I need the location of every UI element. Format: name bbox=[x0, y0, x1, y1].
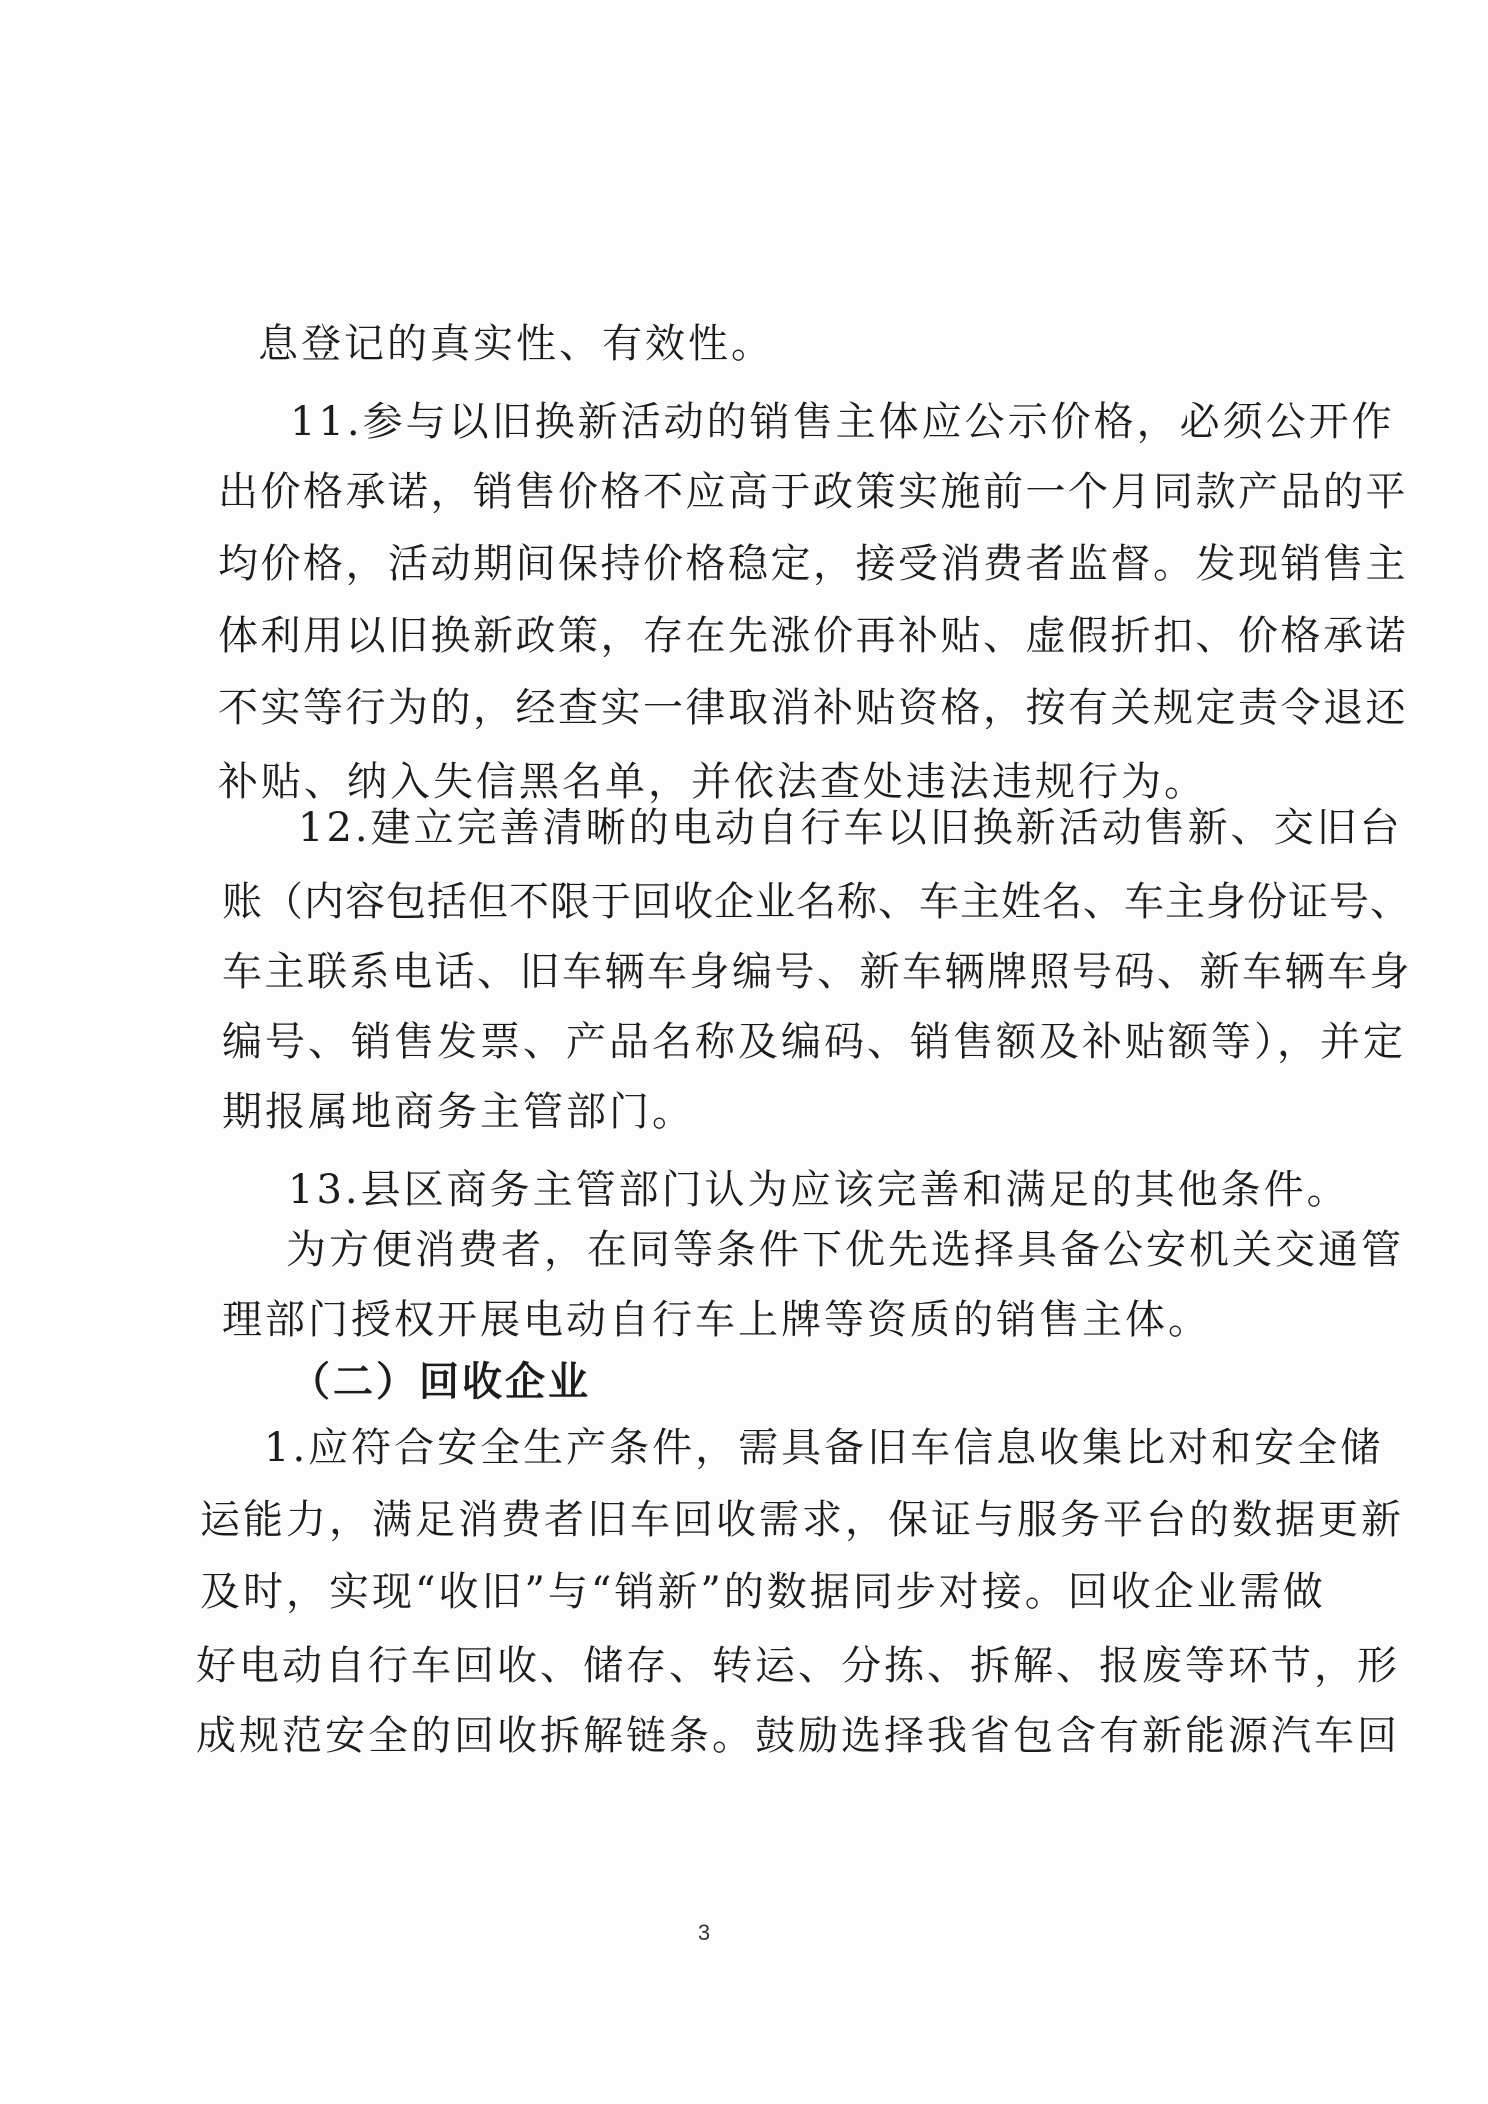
text-line: 体利用以旧换新政策，存在先涨价再补贴、虚假折扣、价格承诺 bbox=[218, 613, 1408, 659]
text-line: 运能力，满足消费者旧车回收需求，保证与服务平台的数据更新 bbox=[200, 1497, 1404, 1543]
text-line: 及时，实现“收旧”与“销新”的数据同步对接。回收企业需做 bbox=[200, 1569, 1326, 1615]
text-line: 好电动自行车回收、储存、转运、分拣、拆解、报废等环节，形 bbox=[196, 1643, 1400, 1689]
text-line: 13.县区商务主管部门认为应该完善和满足的其他条件。 bbox=[288, 1167, 1350, 1213]
text-line: 补贴、纳入失信黑名单，并依法查处违法违规行为。 bbox=[218, 759, 1207, 805]
text-line: 为方便消费者，在同等条件下优先选择具备公安机关交通管 bbox=[286, 1227, 1404, 1273]
section-heading: （二）回收企业 bbox=[290, 1358, 591, 1405]
text-line: 期报属地商务主管部门。 bbox=[222, 1089, 695, 1135]
text-line: 成规范安全的回收拆解链条。鼓励选择我省包含有新能源汽车回 bbox=[196, 1713, 1400, 1759]
text-line: 不实等行为的，经查实一律取消补贴资格，按有关规定责令退还 bbox=[218, 685, 1408, 731]
text-line: 均价格，活动期间保持价格稳定，接受消费者监督。发现销售主 bbox=[218, 541, 1408, 587]
text-line: 车主联系电话、旧车辆车身编号、新车辆牌照号码、新车辆车身 bbox=[222, 949, 1412, 995]
text-line: 1.应符合安全生产条件，需具备旧车信息收集比对和安全储 bbox=[264, 1425, 1384, 1471]
text-line: 息登记的真实性、有效性。 bbox=[258, 321, 774, 367]
text-line: 理部门授权开展电动自行车上牌等资质的销售主体。 bbox=[222, 1297, 1211, 1343]
text-line: 出价格承诺，销售价格不应高于政策实施前一个月同款产品的平 bbox=[218, 469, 1408, 515]
text-line: 12.建立完善清晰的电动自行车以旧换新活动售新、交旧台 bbox=[298, 805, 1403, 851]
text-line: 账（内容包括但不限于回收企业名称、车主姓名、车主身份证号、 bbox=[222, 879, 1411, 925]
text-line: 11.参与以旧换新活动的销售主体应公示价格，必须公开作 bbox=[290, 399, 1395, 445]
text-line: 编号、销售发票、产品名称及编码、销售额及补贴额等），并定 bbox=[222, 1019, 1406, 1065]
page-number: 3 bbox=[697, 1920, 711, 1945]
